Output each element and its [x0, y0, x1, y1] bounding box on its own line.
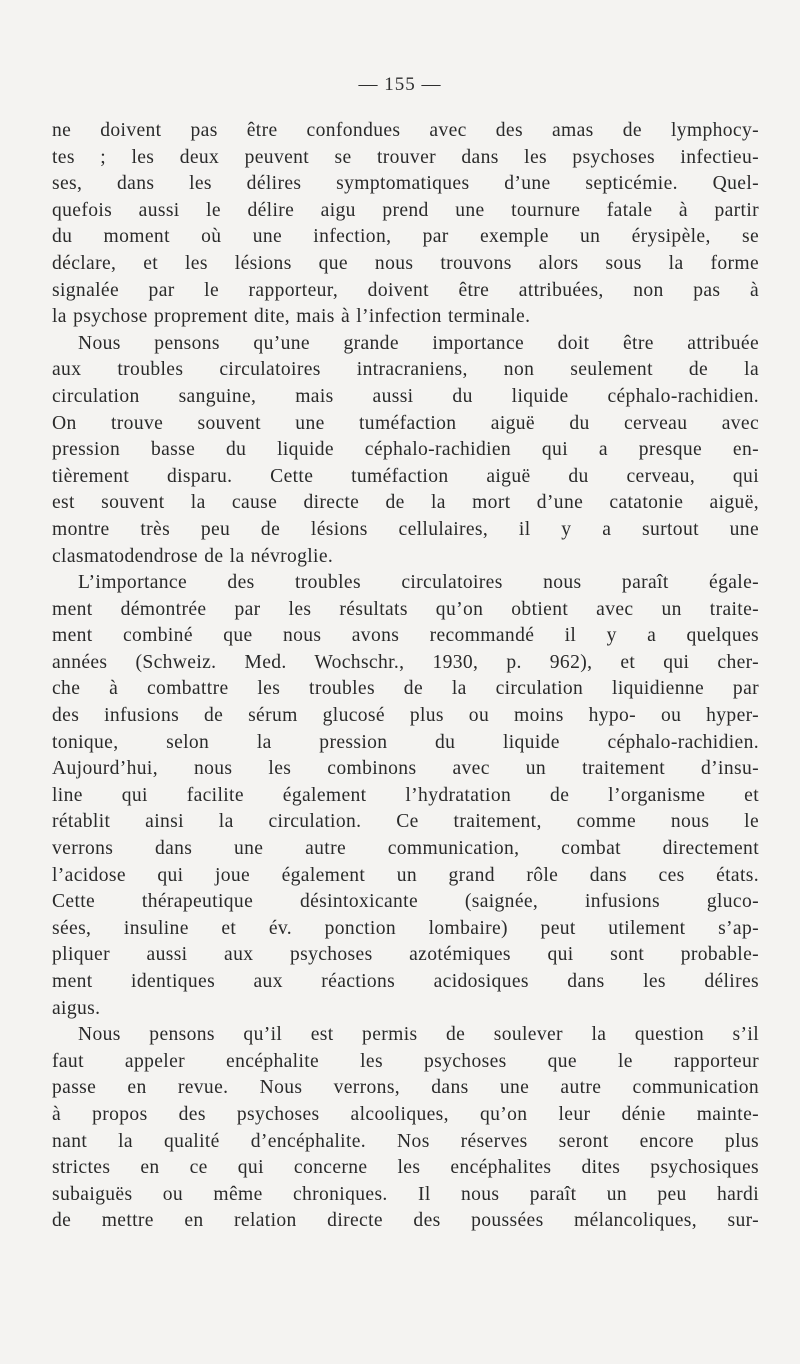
paragraph — [52, 118, 759, 331]
text-line: ment identiques aux réactions acidosiques dans les délires — [52, 971, 759, 992]
text-line: signalée par le rapporteur, doivent être attribuées, non pas à — [52, 279, 759, 301]
text-line: ses, dans les délires symptomatiques d’une septicémie. Quel- — [52, 173, 759, 195]
text-line: sées, insuline et év. ponction lombaire) peut utilement s’ap- — [52, 917, 759, 939]
text-line: des infusions de sérum glucosé plus ou moins hypo- ou hyper- — [52, 705, 759, 727]
text-line: nant la qualité d’encéphalite. Nos réserves seront encore plus — [52, 1130, 759, 1152]
text-line: verrons dans une autre communication, combat directement — [52, 838, 759, 860]
text-line: aux troubles circulatoires intracraniens, non seulement de la — [52, 359, 759, 381]
text-line: de mettre en relation directe des poussées mélancoliques, sur- — [52, 1210, 759, 1232]
body-text — [52, 118, 759, 1235]
text-line: subaiguës ou même chroniques. Il nous paraît un peu hardi — [52, 1183, 759, 1205]
text-line: aigus. — [52, 997, 101, 1019]
text-line: circulation sanguine, mais aussi du liquide céphalo-rachidien. — [52, 385, 759, 407]
text-line: la psychose proprement dite, mais à l’infection terminale. — [52, 306, 531, 328]
text-line: Cette thérapeutique désintoxicante (saignée, infusions gluco- — [52, 891, 759, 913]
text-line: à propos des psychoses alcooliques, qu’on leur dénie mainte- — [52, 1103, 759, 1125]
text-line: pression basse du liquide céphalo-rachidien qui a presque en- — [52, 439, 759, 461]
text-line: pliquer aussi aux psychoses azotémiques qui sont probable- — [52, 944, 759, 966]
text-line: rétablit ainsi la circulation. Ce traitement, comme nous le — [52, 811, 759, 833]
text-line: l’acidose qui joue également un grand rôle dans ces états. — [52, 864, 759, 886]
text-line: Aujourd’hui, nous les combinons avec un traitement d’insu- — [52, 758, 759, 780]
text-line: strictes en ce qui concerne les encéphalites dites psychosiques — [52, 1157, 759, 1179]
text-line: ment démontrée par les résultats qu’on obtient avec un traite- — [52, 598, 759, 620]
text-line: quefois aussi le délire aigu prend une tournure fatale à partir — [52, 199, 759, 221]
text-line: déclare, et les lésions que nous trouvons alors sous la forme — [52, 252, 759, 274]
text-line: Nous pensons qu’une grande importance doit être attribuée — [78, 332, 759, 354]
text-line: tièrement disparu. Cette tuméfaction aiguë du cerveau, qui — [52, 465, 759, 487]
text-line: che à combattre les troubles de la circulation liquidienne par — [52, 678, 759, 700]
text-line: On trouve souvent une tuméfaction aiguë du cerveau avec — [52, 412, 759, 434]
text-line: du moment où une infection, par exemple un érysipèle, se — [52, 226, 759, 248]
page-number: — 155 — — [358, 74, 442, 95]
paragraph — [52, 570, 759, 1022]
paragraph — [52, 1022, 759, 1235]
text-line: tes ; les deux peuvent se trouver dans les psychoses infectieu- — [52, 146, 759, 168]
text-line: montre très peu de lésions cellulaires, il y a surtout une — [52, 518, 759, 540]
text-line: années (Schweiz. Med. Wochschr., 1930, p. 962), et qui cher- — [52, 651, 759, 673]
paragraph — [52, 331, 759, 570]
text-line: line qui facilite également l’hydratation de l’organisme et — [52, 784, 759, 806]
text-line: passe en revue. Nous verrons, dans une autre communication — [52, 1077, 759, 1099]
text-line: L’importance des troubles circulatoires nous paraît égale- — [78, 572, 759, 594]
text-line: ment combiné que nous avons recommandé il y a quelques — [52, 625, 759, 647]
text-line: tonique, selon la pression du liquide céphalo-rachidien. — [52, 731, 759, 753]
text-line: ne doivent pas être confondues avec des amas de lymphocy- — [52, 120, 759, 141]
text-line: faut appeler encéphalite les psychoses que le rapporteur — [52, 1050, 759, 1072]
text-line: Nous pensons qu’il est permis de soulever la question s’il — [78, 1024, 759, 1046]
text-line: clasmatodendrose de la névroglie. — [52, 545, 334, 567]
text-line: est souvent la cause directe de la mort d’une catatonie aiguë, — [52, 492, 759, 514]
